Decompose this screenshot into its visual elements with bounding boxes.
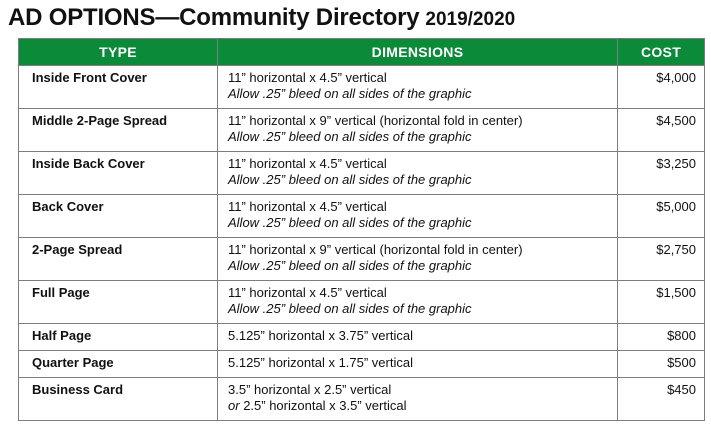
title-text: AD OPTIONS—Community Directory [8, 4, 420, 31]
ad-type: Full Page [19, 281, 218, 324]
ad-cost: $500 [618, 351, 705, 378]
ad-dimensions-cell [218, 351, 618, 378]
ad-dimensions-cell [218, 281, 618, 324]
bleed-note: Allow .25” bleed on all sides of the graphic [228, 172, 472, 187]
bleed-note: Allow .25” bleed on all sides of the graphic [228, 258, 472, 273]
ad-type: 2-Page Spread [19, 238, 218, 281]
ad-dimensions-cell [218, 378, 618, 421]
ad-cost: $2,750 [618, 238, 705, 281]
ad-options-table [18, 38, 705, 421]
ad-alt-dimensions: 2.5” horizontal x 3.5” vertical [243, 398, 407, 413]
header-dimensions: DIMENSIONS [218, 39, 618, 66]
ad-dimensions: 11” horizontal x 9” vertical (horizontal fold in center) [228, 113, 523, 128]
ad-type: Inside Back Cover [19, 152, 218, 195]
ad-dimensions: 11” horizontal x 9” vertical (horizontal fold in center) [228, 242, 523, 257]
ad-dimensions: 3.5” horizontal x 2.5” vertical [228, 382, 392, 397]
ad-dimensions: 11” horizontal x 4.5” vertical [228, 70, 387, 85]
table-row [19, 238, 705, 281]
bleed-note: Allow .25” bleed on all sides of the graphic [228, 86, 472, 101]
ad-dimensions-cell [218, 238, 618, 281]
ad-cost: $4,000 [618, 66, 705, 109]
table-row [19, 324, 705, 351]
title-year: 2019/2020 [425, 9, 516, 30]
table-row [19, 378, 705, 421]
table-row [19, 351, 705, 378]
ad-dimensions: 11” horizontal x 4.5” vertical [228, 156, 387, 171]
table-row [19, 66, 705, 109]
ad-cost: $800 [618, 324, 705, 351]
ad-dimensions-cell [218, 324, 618, 351]
table-row [19, 195, 705, 238]
bleed-note: Allow .25” bleed on all sides of the graphic [228, 301, 472, 316]
ad-cost: $4,500 [618, 109, 705, 152]
ad-type: Inside Front Cover [19, 66, 218, 109]
table-header-row [19, 39, 705, 66]
bleed-note: Allow .25” bleed on all sides of the graphic [228, 215, 472, 230]
ad-cost: $3,250 [618, 152, 705, 195]
ad-dimensions-cell [218, 195, 618, 238]
ad-type: Quarter Page [19, 351, 218, 378]
ad-type: Back Cover [19, 195, 218, 238]
ad-cost: $5,000 [618, 195, 705, 238]
table-row [19, 152, 705, 195]
ad-dimensions: 11” horizontal x 4.5” vertical [228, 199, 387, 214]
ad-dimensions-cell [218, 109, 618, 152]
ad-dimensions: 5.125” horizontal x 3.75” vertical [228, 328, 413, 343]
ad-type: Middle 2-Page Spread [19, 109, 218, 152]
ad-dimensions: 5.125” horizontal x 1.75” vertical [228, 355, 413, 370]
table-row [19, 281, 705, 324]
page-title [8, 2, 515, 34]
ad-dimensions-cell [218, 66, 618, 109]
ad-cost: $450 [618, 378, 705, 421]
bleed-note: Allow .25” bleed on all sides of the graphic [228, 129, 472, 144]
alt-prefix: or [228, 398, 240, 413]
ad-cost: $1,500 [618, 281, 705, 324]
ad-type: Half Page [19, 324, 218, 351]
ad-dimensions-cell [218, 152, 618, 195]
table-row [19, 109, 705, 152]
ad-dimensions: 11” horizontal x 4.5” vertical [228, 285, 387, 300]
header-cost: COST [618, 39, 705, 66]
header-type: TYPE [19, 39, 218, 66]
ad-type: Business Card [19, 378, 218, 421]
